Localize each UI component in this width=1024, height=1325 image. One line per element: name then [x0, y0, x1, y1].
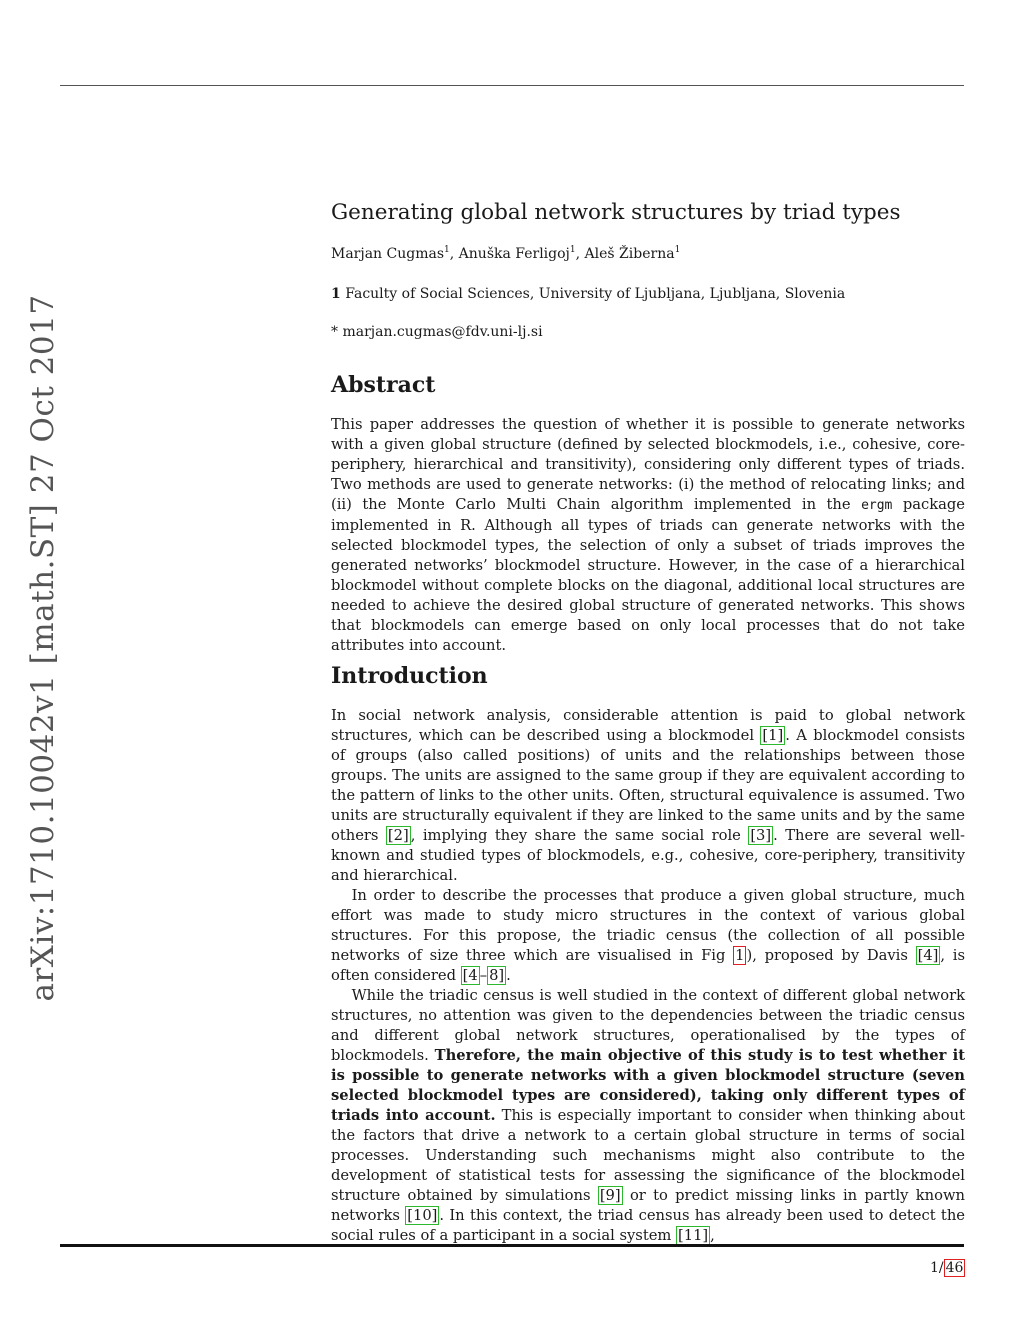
text-run: . There are several well-known and studied types of blockmodels, e.g., cohesive, core-periphery, transitivity and hierarchical. [331, 827, 966, 884]
text-run: , implying they share the same social role [410, 827, 741, 844]
citation-link[interactable]: [10] [407, 1207, 438, 1224]
objective-statement: Therefore, the main objective of this study is to test whether it is possible to generate networks with a given blockmodel structure (seven selected blockmodel types are considered), taking only different types of triads into account. [331, 1047, 965, 1124]
citation-link[interactable]: [4 [462, 967, 478, 984]
page-current: 1 [930, 1260, 939, 1276]
bottom-rule [60, 1244, 964, 1247]
text-run: While the triadic census is well studied in the context of different global network structures, no attention was given to the dependencies between the triadic census and different global network structures, operationalised by the types of blockmodels. [331, 987, 965, 1064]
citation-link[interactable]: [1] [762, 727, 784, 744]
text-run: In order to describe the processes that produce a given global structure, much effort was made to study micro structures in the context of various global structures. For this propose, the triadic census (the collection of all possible networks of size three which are visualised in Fig [331, 887, 965, 964]
abstract-text [331, 415, 965, 656]
text-run: . [506, 967, 511, 984]
author-list: Marjan Cugmas$^1$, Anuška Ferligoj$^1$, Aleš Žiberna$^1$ [331, 245, 681, 262]
text-run: , is often considered [331, 947, 966, 984]
text-run: This is especially important to consider when thinking about the factors that drive a network to a certain global structure in terms of social processes. Understanding such mechanisms might also contribute to the development of statistical tests for assessing the significance of the blockmodel structure obtained by simulations [331, 1107, 965, 1204]
citation-link[interactable]: [9] [599, 1187, 621, 1204]
ergm-code: ergm [861, 498, 893, 513]
intro-paragraph-3 [331, 986, 965, 1246]
author-name: Aleš Žiberna [584, 246, 675, 262]
abstract-text-part: package implemented in R. Although all types of triads can generate networks with the selected blockmodel types, the selection of only a subset of triads improves the generated networks’ blockmodel structure. However, in the case of a hierarchical blockmodel without complete blocks on the diagonal, additional local structures are needed to achieve the desired global structure of generated networks. This shows that blockmodels can emerge based on only local processes that do not take attributes into account. [331, 496, 965, 654]
author-affiliation-mark: 1 [444, 245, 450, 255]
text-run: . A blockmodel consists of groups (also called positions) of units and the relationships between those groups. The units are assigned to the same group if they are equivalent according to the pattern of links to the other units. Often, structural equivalence is assumed. Two units are structurally equivalent if they are linked to the same units and by the same others [331, 727, 966, 844]
intro-paragraph-2 [331, 886, 965, 986]
text-run: or to predict missing links in partly known networks [331, 1187, 966, 1224]
introduction-heading: Introduction [331, 663, 488, 689]
author-affiliation-mark: 1 [674, 245, 681, 255]
author-name: Anuška Ferligoj [458, 246, 570, 262]
citation-link[interactable]: [2] [387, 827, 409, 844]
citation-link[interactable]: [4] [917, 947, 939, 964]
citation-link[interactable]: [11] [678, 1227, 709, 1244]
citation-range-dash: – [479, 967, 488, 984]
text-run: In social network analysis, considerable attention is paid to global network structures, which can be described using a blockmodel [331, 707, 965, 744]
citation-link[interactable]: 8] [489, 967, 505, 984]
author-name: Marjan Cugmas [331, 246, 445, 262]
text-run: . In this context, the triad census has already been used to detect the social rules of a participant in a social system [331, 1207, 965, 1244]
abstract-paragraph [331, 415, 965, 656]
corresponding-email [331, 324, 965, 340]
citation-link[interactable]: [3] [750, 827, 772, 844]
text-run: , [710, 1227, 715, 1244]
email-text[interactable]: marjan.cugmas@fdv.uni-lj.si [342, 324, 543, 340]
affiliation-text: Faculty of Social Sciences, University of Ljubljana, Ljubljana, Slovenia [345, 286, 846, 302]
intro-paragraph-1 [331, 706, 965, 886]
page-separator: / [938, 1260, 944, 1276]
figure-link[interactable]: 1 [735, 947, 745, 964]
abstract-heading: Abstract [331, 372, 436, 398]
corresponding-mark: * [331, 324, 338, 340]
page-total-link[interactable]: 46 [945, 1260, 964, 1276]
author-affiliation-mark: 1 [569, 245, 576, 255]
top-rule [60, 85, 964, 86]
abstract-text-part: This paper addresses the question of whether it is possible to generate networks with a given global structure (defined by selected blockmodels, i.e., cohesive, core-periphery, hierarchical and transitivity), considering only different types of triads. Two methods are used to generate networks: (i) the method of relocating links; and (ii) the Monte Carlo Multi Chain algorithm implemented in the [331, 416, 965, 513]
paper-title: Generating global network structures by triad types [331, 200, 901, 225]
affiliation-number: 1 [331, 286, 341, 302]
page-number [930, 1260, 965, 1276]
introduction-body [331, 706, 965, 1246]
arxiv-side-label: arXiv:1710.10042v1 [math.ST] 27 Oct 2017 [25, 294, 61, 1002]
affiliation [331, 286, 965, 302]
text-run: ), proposed by Davis [746, 947, 908, 964]
